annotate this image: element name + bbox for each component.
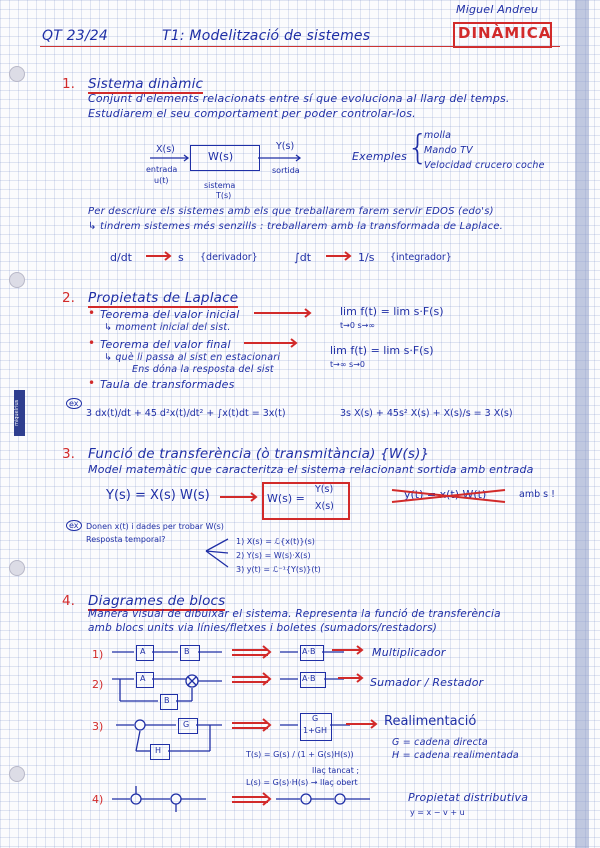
block-a-label: A bbox=[140, 674, 146, 683]
integral-operator: ∫dt bbox=[294, 251, 312, 264]
row-2-number: 2) bbox=[92, 678, 104, 691]
closed-loop-label: llaç tancat ; bbox=[312, 766, 360, 775]
input-time: u(t) bbox=[154, 176, 169, 185]
section-3-definition: Model matemàtic que caracteritza el sistema relacionant sortida amb entrada bbox=[88, 463, 534, 476]
system-caption-ts: T(s) bbox=[216, 191, 232, 200]
input-label: X(s) bbox=[156, 144, 175, 155]
example-question: Resposta temporal? bbox=[86, 535, 166, 544]
block-h-label: H bbox=[155, 746, 162, 755]
example-given: Donen x(t) i dades per trobar W(s) bbox=[86, 522, 224, 531]
example-marker: ex bbox=[66, 398, 82, 409]
feedback-chain: H = cadena realimentada bbox=[392, 750, 519, 761]
feedback-numerator: G bbox=[312, 714, 319, 723]
with-s-note: amb s ! bbox=[519, 489, 555, 500]
distributive-equation: y = x − v + u bbox=[410, 808, 465, 817]
example-1: molla bbox=[424, 130, 452, 141]
derivative-s: s bbox=[178, 251, 184, 264]
direct-chain: G = cadena directa bbox=[392, 737, 488, 748]
section-2-number: 2. bbox=[62, 290, 75, 306]
initial-value-limits: t→0 s→∞ bbox=[340, 321, 376, 330]
transfer-numerator: Y(s) bbox=[315, 484, 334, 495]
system-caption: sistema bbox=[204, 181, 236, 190]
input-caption: entrada bbox=[146, 165, 178, 174]
open-loop-formula: L(s) = G(s)·H(s) → llaç obert bbox=[246, 778, 358, 787]
block-b-label: B bbox=[184, 647, 190, 656]
section-3-title: Funció de transferència (ò transmitància) {W(s)} bbox=[88, 446, 430, 462]
block-a-label: A bbox=[140, 647, 146, 656]
author-name: Miguel Andreu bbox=[456, 3, 539, 16]
block-g-label: G bbox=[183, 720, 190, 729]
final-value-response: Ens dóna la resposta del sist bbox=[132, 364, 274, 375]
integral-one-over-s: 1/s bbox=[358, 251, 375, 264]
row-1-number: 1) bbox=[92, 648, 104, 661]
step-1: 1) X(s) = ℒ{x(t)}(s) bbox=[236, 537, 315, 546]
example-equation-laplace: 3s X(s) + 45s² X(s) + X(s)/s = 3 X(s) bbox=[340, 408, 513, 419]
examples-label: Exemples bbox=[352, 150, 408, 163]
block-result-sum-label: A·B bbox=[302, 674, 316, 683]
initial-value-eq: lim f(t) = lim s·F(s) bbox=[340, 305, 444, 318]
final-value-theorem: Teorema del valor final bbox=[100, 338, 231, 351]
edo-description: Per descriure els sistemes amb els que treballarem farem servir EDOS (edo's) bbox=[88, 206, 494, 217]
bullet: • bbox=[88, 376, 96, 390]
initial-value-theorem: Teorema del valor inicial bbox=[100, 308, 240, 321]
section-2-title: Propietats de Laplace bbox=[88, 290, 239, 306]
initial-value-note: ↳ moment inicial del sist. bbox=[104, 322, 231, 333]
transfer-denominator: X(s) bbox=[315, 501, 334, 512]
laplace-description: ↳ tindrem sistemes més senzills : treballarem amb la transformada de Laplace. bbox=[88, 221, 504, 232]
transfer-w-lhs: W(s) = bbox=[267, 492, 305, 505]
transfer-equation: Y(s) = X(s) W(s) bbox=[106, 488, 210, 503]
distributive-label: Propietat distributiva bbox=[408, 791, 529, 804]
section-4-title: Diagrames de blocs bbox=[88, 593, 226, 609]
bullet: • bbox=[88, 336, 96, 350]
section-1-number: 1. bbox=[62, 76, 75, 92]
feedback-denominator: 1+GH bbox=[303, 726, 328, 735]
section-1-purpose: Estudiarem el seu comportament per poder controlar-los. bbox=[88, 107, 416, 120]
section-4-definition: Manera visual de dibuixar el sistema. Representa la funció de transferència bbox=[88, 608, 501, 620]
example-marker: ex bbox=[66, 520, 82, 531]
final-value-limits: t→∞ s→0 bbox=[330, 360, 366, 369]
crossed-equation: y(t) = x(t) W(t) bbox=[404, 488, 487, 501]
examples-brace: { bbox=[407, 128, 429, 168]
row-4-number: 4) bbox=[92, 793, 104, 806]
topic-title: T1: Modelització de sistemes bbox=[162, 28, 371, 44]
feedback-label: Realimentació bbox=[384, 714, 477, 729]
transform-table: Taula de transformades bbox=[100, 378, 235, 391]
derivative-name: {derivador} bbox=[200, 252, 258, 263]
example-3: Velocidad crucero coche bbox=[424, 160, 545, 171]
sum-label: Sumador / Restador bbox=[370, 676, 484, 689]
section-3-number: 3. bbox=[62, 446, 75, 462]
subject-title: DINÀMICA bbox=[458, 24, 552, 42]
step-3: 3) y(t) = ℒ⁻¹{Y(s)}(t) bbox=[236, 565, 321, 574]
section-4-number: 4. bbox=[62, 593, 75, 609]
output-label: Y(s) bbox=[276, 141, 295, 152]
derivative-operator: d/dt bbox=[110, 251, 132, 264]
integral-name: {integrador} bbox=[390, 252, 452, 263]
final-value-eq: lim f(t) = lim s·F(s) bbox=[330, 344, 434, 357]
step-2: 2) Y(s) = W(s)·X(s) bbox=[236, 551, 311, 560]
course-label: QT 23/24 bbox=[42, 28, 108, 44]
system-block-label: W(s) bbox=[208, 150, 234, 163]
section-1-title: Sistema dinàmic bbox=[88, 76, 204, 92]
example-equation-time: 3 dx(t)/dt + 45 d²x(t)/dt² + ∫x(t)dt = 3x(t) bbox=[86, 408, 286, 419]
bullet: • bbox=[88, 306, 96, 320]
brand-logo: miquelrius bbox=[14, 390, 25, 436]
block-result-multiply-label: A·B bbox=[302, 647, 316, 656]
output-caption: sortida bbox=[272, 166, 300, 175]
multiplier-label: Multiplicador bbox=[372, 646, 446, 659]
section-4-definition-2: amb blocs units via línies/fletxes i boletes (sumadors/restadors) bbox=[88, 622, 438, 634]
block-b-label: B bbox=[164, 696, 170, 705]
row-3-number: 3) bbox=[92, 720, 104, 733]
closed-loop-formula: T(s) = G(s) / (1 + G(s)H(s)) bbox=[246, 750, 354, 759]
final-value-note: ↳ què li passa al sist en estacionari bbox=[104, 352, 281, 363]
section-1-definition: Conjunt d'elements relacionats entre sí que evoluciona al llarg del temps. bbox=[88, 92, 510, 105]
example-2: Mando TV bbox=[424, 145, 473, 156]
